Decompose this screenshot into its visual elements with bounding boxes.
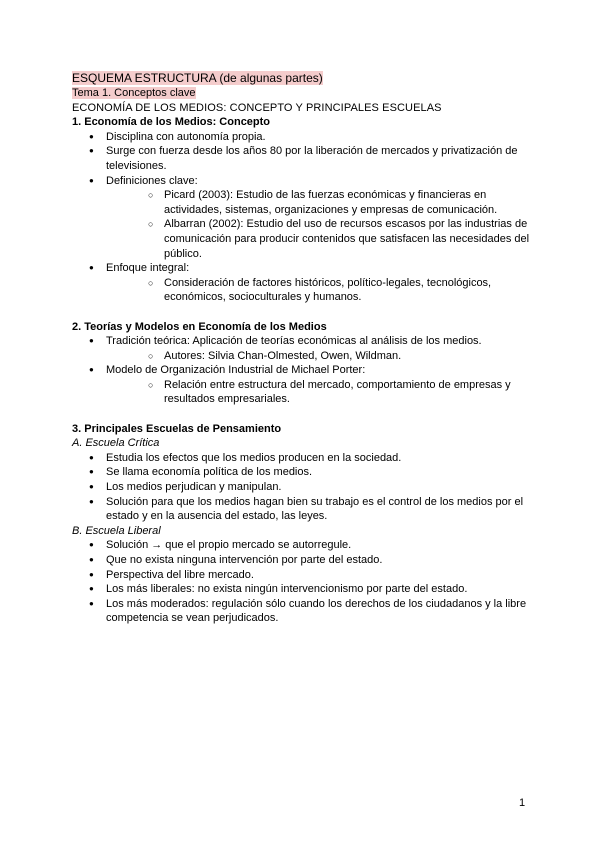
list-item	[72, 174, 532, 262]
sub-list-item: ○ Albarran (2002): Estudio del uso de recursos escasos por las industrias de comunicación para producir contenidos que satisfacen las necesidades del público.	[72, 217, 532, 261]
list-item-label: Enfoque integral:	[106, 262, 190, 275]
list-item	[72, 334, 532, 363]
list-item: ● Los más liberales: no exista ningún intervencionismo por parte del estado.	[72, 582, 532, 597]
list-item: ● Se llama economía política de los medios.	[72, 465, 532, 480]
school-a-title: A. Escuela Crítica	[72, 437, 160, 450]
sub-list-item: ○ Relación entre estructura del mercado, comportamiento de empresas y resultados empresariales.	[72, 378, 532, 407]
list-item	[72, 363, 532, 407]
list-item: ● Los medios perjudican y manipulan.	[72, 480, 532, 495]
list-item-label: Tradición teórica: Aplicación de teorías económicas al análisis de los medios.	[106, 335, 482, 348]
topic-text: Tema 1. Conceptos clave	[72, 87, 196, 99]
section-2-heading: 2. Teorías y Modelos en Economía de los Medios	[72, 320, 327, 333]
school-b-title: B. Escuela Liberal	[72, 524, 161, 537]
spacer	[72, 305, 532, 320]
spacer	[72, 407, 532, 422]
page-number: 1	[519, 797, 526, 809]
list-item: ● Perspectiva del libre mercado.	[72, 568, 532, 583]
sub-list	[106, 188, 532, 261]
list-item: ● Los más moderados: regulación sólo cuando los derechos de los ciudadanos y la libre competencia se vean perjudicados.	[72, 597, 532, 626]
sub-list	[106, 276, 532, 305]
list-item-label: Modelo de Organización Industrial de Michael Porter:	[106, 364, 366, 377]
document-body	[72, 71, 532, 626]
title-text: ESQUEMA ESTRUCTURA (de algunas partes)	[72, 71, 323, 85]
list-item: ● Solución para que los medios hagan bien su trabajo es el control de los medios por el estado y en la ausencia del estado, las leyes.	[72, 495, 532, 524]
sub-list-item: ○ Picard (2003): Estudio de las fuerzas económicas y financieras en actividades, sistemas, organizaciones y empresas de comunicación.	[72, 188, 532, 217]
school-a-list	[72, 451, 532, 524]
sub-list-item: ○ Autores: Silvia Chan-Olmested, Owen, Wildman.	[72, 349, 532, 364]
list-item: ● Solución → que el propio mercado se autorregule.	[72, 538, 532, 553]
list-item	[72, 261, 532, 305]
list-item: ● Que no exista ninguna intervención por parte del estado.	[72, 553, 532, 568]
list-item: ● Estudia los efectos que los medios producen en la sociedad.	[72, 451, 532, 466]
list-item-label: Definiciones clave:	[106, 174, 198, 187]
topic-line	[72, 86, 532, 101]
sub-list	[106, 378, 532, 407]
document-title	[72, 71, 532, 86]
section-1-heading: 1. Economía de los Medios: Concepto	[72, 116, 271, 129]
list-item: ● Disciplina con autonomía propia.	[72, 130, 532, 145]
sub-list-item: ○ Consideración de factores históricos, político-legales, tecnológicos, económicos, socioculturales y humanos.	[72, 276, 532, 305]
section-3-heading: 3. Principales Escuelas de Pensamiento	[72, 422, 282, 435]
sub-list	[106, 349, 532, 364]
section-caps-heading: ECONOMÍA DE LOS MEDIOS: CONCEPTO Y PRINCIPALES ESCUELAS	[72, 101, 442, 114]
section-1-list	[72, 130, 532, 305]
school-b-list	[72, 538, 532, 626]
section-2-list	[72, 334, 532, 407]
list-item: ● Surge con fuerza desde los años 80 por la liberación de mercados y privatización de televisiones.	[72, 144, 532, 173]
